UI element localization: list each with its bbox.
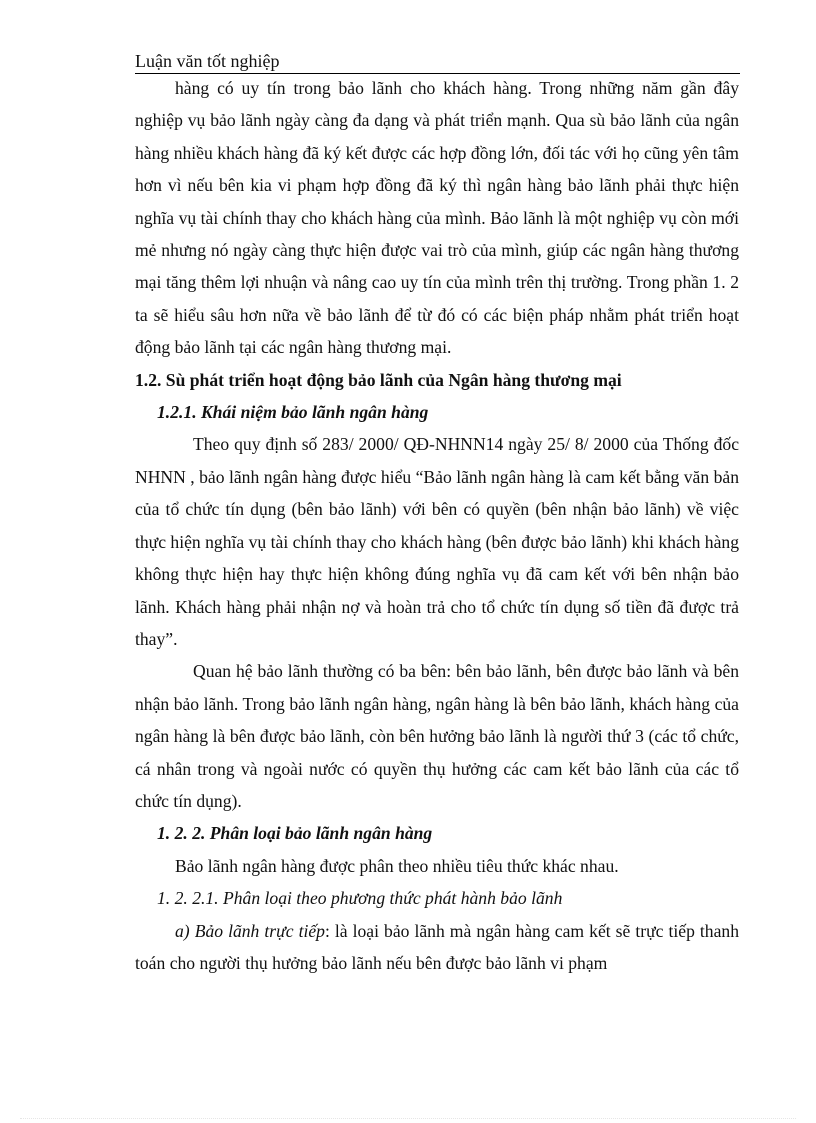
section-heading-1-2: 1.2. Sù phát triển hoạt động bảo lãnh của Ngân hàng thương mại [135, 369, 622, 390]
classification-intro: Bảo lãnh ngân hàng được phân theo nhiều tiêu thức khác nhau. [175, 855, 619, 876]
document-body [135, 72, 739, 979]
subsection-heading-1-2-2: 1. 2. 2. Phân loại bảo lãnh ngân hàng [157, 823, 433, 844]
parties-paragraph: Quan hệ bảo lãnh thường có ba bên: bên bảo lãnh, bên được bảo lãnh và bên nhận bảo lãnh. Trong bảo lãnh ngân hàng, ngân hàng là bên bảo lãnh, khách hàng của ngân hàng là bên được bảo lãnh, còn bên hưởng bảo lãnh là người thứ 3 (các tổ chức, cá nhân trong và ngoài nước có quyền thụ hưởng các cam kết bảo lãnh của các tổ chức tín dụng). [135, 661, 739, 811]
definition-paragraph: Theo quy định số 283/ 2000/ QĐ-NHNN14 ngày 25/ 8/ 2000 của Thống đốc NHNN , bảo lãnh ngân hàng được hiểu “Bảo lãnh ngân hàng là cam kết bằng văn bản của tổ chức tín dụng (bên bảo lãnh) với bên có quyền (bên nhận bảo lãnh) về việc thực hiện nghĩa vụ tài chính thay cho khách hàng (bên được bảo lãnh) khi khách hàng không thực hiện hay thực hiện không đúng nghĩa vụ đã cam kết với bên nhận bảo lãnh. Khách hàng phải nhận nợ và hoàn trả cho tổ chức tín dụng số tiền đã được trả thay”. [135, 434, 739, 649]
page-header: Luận văn tốt nghiệp [135, 50, 740, 74]
intro-paragraph: hàng có uy tín trong bảo lãnh cho khách hàng. Trong những năm gần đây nghiệp vụ bảo lãnh ngày càng đa dạng và phát triển mạnh. Qua sù bảo lãnh của ngân hàng nhiều khách hàng đã ký kết được các hợp đồng lớn, đối tác với họ cũng yên tâm hơn vì nếu bên kia vi phạm hợp đồng đã ký thì ngân hàng bảo lãnh phải thực hiện nghĩa vụ tài chính thay cho khách hàng của mình. Bảo lãnh là một nghiệp vụ còn mới mẻ nhưng nó ngày càng thực hiện được vai trò của mình, giúp các ngân hàng thương mại tăng thêm lợi nhuận và nâng cao uy tín của mình trên thị trường. Trong phần 1. 2 ta sẽ hiểu sâu hơn nữa về bảo lãnh để từ đó có các biện pháp nhằm phát triển hoạt động bảo lãnh tại các ngân hàng thương mại. [135, 78, 739, 358]
page-bottom-border [20, 1118, 796, 1119]
item-a-label: a) Bảo lãnh trực tiếp [175, 920, 325, 941]
subsection-heading-1-2-1: 1.2.1. Khái niệm bảo lãnh ngân hàng [157, 402, 429, 423]
item-a-paragraph [135, 915, 739, 980]
sub-sub-heading-1-2-2-1: 1. 2. 2.1. Phân loại theo phương thức phát hành bảo lãnh [157, 888, 563, 909]
item-a-text: : là loại bảo lãnh mà ngân hàng cam kết sẽ trực tiếp thanh toán cho người thụ hưởng bảo lãnh nếu bên được bảo lãnh vi phạm [135, 920, 740, 973]
